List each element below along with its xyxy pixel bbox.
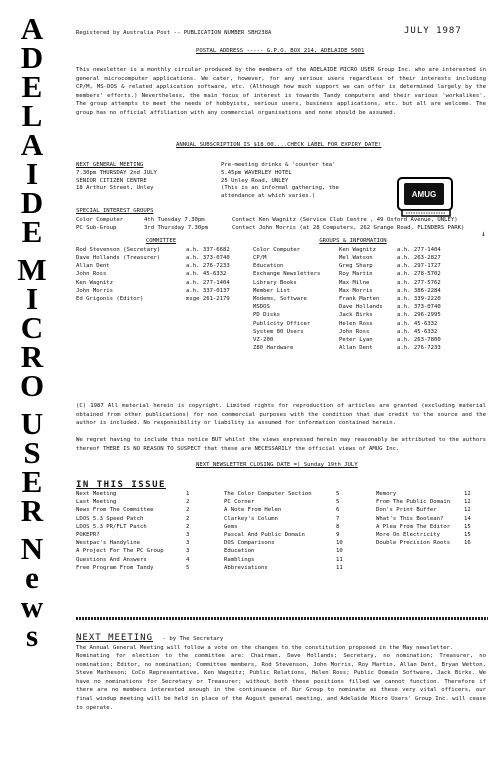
issue-cell: 14 [464, 515, 471, 522]
groups-cell: a.h. 373-0740 [397, 304, 441, 311]
issue-cell: 3 [186, 540, 190, 547]
groups-cell: Mel Watson [339, 255, 373, 262]
issue-cell: 3 [186, 548, 190, 555]
masthead-letter: R [20, 339, 44, 374]
table-row [76, 556, 206, 564]
masthead-word [8, 11, 56, 249]
issue-cell: 10 [336, 548, 343, 555]
issue-cell: 3 [186, 532, 190, 539]
meeting-block [76, 162, 226, 193]
committee-cell: John Morris [76, 287, 114, 294]
masthead-letter: E [21, 214, 43, 249]
pre-meeting-line: (This is an informal gathering, the [221, 185, 339, 192]
groups-cell: Allan Dent [339, 345, 373, 352]
issue-cell: More On Electricity [376, 532, 440, 539]
table-row [224, 539, 356, 547]
postal-address: POSTAL ADDRESS ----- G.P.O. BOX 214, ADELAIDE 5001 [196, 48, 365, 54]
groups-cell: a.h. 277-5762 [397, 279, 441, 286]
pre-meeting-block [221, 162, 381, 201]
groups-cell: Frank Marten [339, 296, 380, 303]
masthead-letter: A [20, 11, 44, 46]
pre-meeting-line: 25 Unley Road, UNLEY [221, 177, 289, 184]
masthead-letter: C [20, 310, 44, 345]
contents-column [224, 490, 356, 572]
issue-cell: LDOS 5.3 Speed Patch [76, 515, 144, 522]
issue-cell: 8 [336, 523, 340, 530]
table-row [376, 506, 484, 514]
table-row [376, 490, 484, 498]
contents-column [76, 490, 206, 572]
table-row [76, 523, 206, 531]
table-row [76, 254, 246, 262]
committee-title: COMMITTEE [145, 238, 177, 244]
issue-cell: Clarkey's Column [224, 515, 278, 522]
groups-cell: Exchange Newsletters [253, 271, 321, 278]
sig-when: 3rd Thursday 7.30pm [144, 225, 208, 232]
groups-section [253, 238, 493, 352]
sig-contact: Contact John Morris (at 28 Computers, 262 Grange Road, FLINDERS PARK) [232, 225, 465, 232]
groups-cell: MSDOS [253, 304, 270, 311]
sig-section [76, 208, 496, 232]
issue-cell: Education [224, 548, 255, 555]
committee-cell: Ed Grigonis (Editor) [76, 296, 144, 303]
issue-cell: A Project For The PC Group [76, 548, 164, 555]
contents-title: IN THIS ISSUE [76, 480, 166, 490]
committee-cell: Ken Wagnitz [76, 279, 114, 286]
issue-cell: 2 [186, 523, 190, 530]
groups-cell: Greg Sharp [339, 263, 373, 270]
masthead-word [8, 406, 56, 528]
masthead-letter: M [17, 252, 47, 287]
article-title: NEXT MEETING [76, 633, 154, 643]
groups-cell: Max Morris [339, 287, 373, 294]
article-body: Nominating for election to the committee are: Chairman, Dave Hollands; Secretary, no nomination; Treasurer, no nomination; Editor, no nomination; Committee members, Rod Stevenson, John Morris, Roy Martin, Allan Dent, Bryan Wetton, Steve Matheson; CoCo Representative, Ken Wagnitz; Public Relations, Helen Ross; Public Domain Software, Jack Birks. We have no nominations for Secretary or Treasurer; without both these positions filled we cannot function. Therefore if there are no members interested enough in the continuance of Our Group to nominate as these very vital officers, our final windup meeting will be held in place of the August general meeting, and Adelaide Micro Users' Group Inc. will cease to operate. [76, 653, 486, 711]
issue-cell: DOS Comparisons [224, 540, 275, 547]
groups-cell: Member List [253, 287, 291, 294]
masthead-word [8, 531, 56, 653]
table-row [253, 246, 457, 254]
groups-cell: a.h. 277-1404 [397, 246, 441, 253]
logo-text: AMUG [411, 190, 437, 199]
table-row [224, 531, 356, 539]
table-row [253, 262, 457, 270]
table-row [76, 216, 464, 224]
groups-cell: a.h. 45-6332 [397, 320, 438, 327]
groups-cell: Helen Ross [339, 320, 373, 327]
masthead-letter: O [19, 368, 45, 403]
issue-cell: The Color Computer Section [224, 491, 312, 497]
committee-cell: msge 261-2179 [186, 296, 230, 303]
table-row [253, 279, 457, 287]
issue-cell: 16 [464, 540, 471, 547]
separator-line [76, 617, 488, 620]
groups-cell: Jack Birks [339, 312, 373, 319]
next-meeting-article [76, 625, 488, 652]
table-row [224, 506, 356, 514]
issue-cell: 2 [186, 499, 190, 506]
table-row [253, 287, 457, 295]
table-row [76, 547, 206, 555]
groups-cell: Color Computer [253, 246, 301, 253]
issue-cell: News From The Committee [76, 507, 154, 514]
table-row [76, 539, 206, 547]
groups-cell: a.h. 339-2220 [397, 296, 441, 303]
table-row [224, 547, 356, 555]
issue-cell: 15 [464, 532, 471, 539]
issue-cell: Ramblings [224, 556, 255, 563]
table-row [253, 311, 457, 319]
masthead-letter: R [20, 493, 44, 528]
issue-cell: 7 [336, 515, 340, 522]
copyright-paragraph: (C) 1987 All material herein is copyright. Limited rights for reproduction of articles are granted (excluding material obtained from other publications) for non commercial purposes with the condition that due credit to the source and the author is included. No responsibility or liability is assumed for information contained herein. [76, 403, 486, 427]
issue-cell: 6 [336, 507, 340, 514]
committee-cell: Dave Hollands (Treasurer) [76, 255, 161, 262]
table-row [253, 254, 457, 262]
issue-cell: 10 [336, 540, 343, 547]
table-row [224, 490, 356, 498]
issue-cell: 2 [186, 515, 190, 522]
issue-cell: 11 [336, 564, 343, 571]
groups-cell: a.h. 296-2995 [397, 312, 441, 319]
issue-date: JULY 1987 [404, 26, 462, 36]
issue-cell: 5 [336, 499, 340, 506]
issue-cell: Pascal And Public Domain [224, 532, 305, 539]
sig-contact: Contact Ken Wagnitz (Service Club Centre , 49 Oxford Avenue, UNLEY) [232, 216, 458, 223]
issue-cell: 12 [464, 507, 471, 514]
meeting-line: SENIOR CITIZEN CENTRE [76, 177, 147, 184]
groups-cell: a.h. 263-7800 [397, 337, 441, 344]
committee-cell: a.h. 337-0137 [186, 287, 230, 294]
table-row [76, 224, 464, 232]
masthead-letter: E [21, 464, 43, 499]
table-row [253, 336, 457, 344]
issue-cell: What's This Boolean? [376, 515, 444, 522]
committee-cell: Allan Dent [76, 263, 110, 270]
committee-cell: a.h. 373-0740 [186, 255, 230, 262]
issue-cell: A Note From Helen [224, 507, 282, 514]
pre-meeting-line: attendance at which varies.) [221, 193, 316, 200]
masthead-letter: L [21, 98, 43, 133]
groups-cell: Roy Martin [339, 271, 373, 278]
table-row [76, 498, 206, 506]
table-row [76, 490, 206, 498]
committee-section [76, 238, 256, 303]
masthead-letter: w [20, 589, 44, 624]
table-row [253, 303, 457, 311]
groups-cell: Education [253, 263, 284, 270]
groups-cell: a.h. 297-1727 [397, 263, 441, 270]
table-row [224, 523, 356, 531]
groups-cell: Library Books [253, 279, 297, 286]
table-row [76, 515, 206, 523]
issue-cell: Double Precision Roots [376, 540, 451, 547]
table-row [76, 531, 206, 539]
groups-cell: Publicity Officer [253, 320, 311, 327]
contents-section [76, 480, 496, 571]
table-row [76, 287, 246, 295]
table-row [376, 531, 484, 539]
masthead-letter: I [25, 156, 39, 191]
groups-cell: a.h. 263-2827 [397, 255, 441, 262]
committee-cell: a.h. 277-1404 [186, 279, 230, 286]
issue-cell: 1 [186, 491, 190, 497]
masthead-letter: E [21, 69, 43, 104]
sig-when: 4th Tuesday 7.30pm [144, 216, 205, 223]
masthead-letter: S [23, 435, 41, 470]
subscription-note: ANNUAL SUBSCRIPTION IS $18.00....CHECK LABEL FOR EXPIRY DATE! [176, 142, 382, 148]
masthead-letter: A [20, 127, 44, 162]
committee-cell: a.h. 337-6682 [186, 246, 230, 253]
meeting-line: 18 Arthur Street, Unley [76, 185, 154, 192]
masthead-letter: I [25, 281, 39, 316]
issue-cell: PC Corner [224, 499, 255, 506]
masthead-letter: N [20, 531, 44, 566]
issue-cell: Questions And Answers [76, 556, 147, 563]
table-row [224, 515, 356, 523]
table-row [376, 523, 484, 531]
masthead-letter: e [25, 560, 39, 595]
issue-cell: 12 [464, 499, 471, 506]
notice-paragraph: We regret having to include this notice BUT whilst the views expressed herein may reasonably be attributed to the authors thereof THERE IS NO REASON TO SUSPECT that these are NECESSARILY the official views of AMUG Inc. [76, 437, 486, 452]
committee-table [76, 246, 246, 303]
issue-cell: POKEPR? [76, 532, 100, 539]
groups-cell: VZ-200 [253, 337, 274, 344]
table-row [376, 498, 484, 506]
table-row [224, 556, 356, 564]
groups-cell: PD Disks [253, 312, 280, 319]
table-row [76, 279, 246, 287]
intro-paragraph: This newsletter is a monthly circular produced by the members of the ADELAIDE MICRO USER Group Inc. who are interested in general microcomputer applications. We cater, however, for any serious users regardless of their interests including CP/M, MS-DOS & related application software, etc. (Although how much support we can offer is determined largely by the members' efforts.) Nevertheless, the main focus of interest is towards Tandy computers and their various 'workalikes'. The group attempts to meet the needs of hobbyists, serious users, business applications, etc. but all are welcome. The group has no official affiliation with any commercial organisations and none should be assumed. [76, 67, 486, 116]
contents-column [376, 490, 484, 547]
groups-cell: a.h. 45-6332 [397, 328, 438, 335]
table-row [76, 262, 246, 270]
groups-cell: a.h. 278-5702 [397, 271, 441, 278]
issue-cell: 15 [464, 523, 471, 530]
pre-meeting-line: Pre-meeting drinks & 'counter tea' [221, 162, 336, 168]
committee-cell: John Ross [76, 271, 107, 278]
groups-cell: System 80 Users [253, 328, 304, 335]
masthead-letter: s [25, 618, 39, 653]
masthead-word [8, 252, 56, 403]
table-row [253, 328, 457, 336]
table-row [253, 320, 457, 328]
registration-line: Registered by Australia Post -- PUBLICATION NUMBER SBH238A [76, 30, 272, 36]
sig-table [76, 216, 464, 232]
pre-meeting-line: 5.45pm WAVERLEY HOTEL [221, 169, 292, 176]
masthead-letter: U [20, 406, 44, 441]
groups-cell: Peter Lyan [339, 337, 373, 344]
table-row [76, 506, 206, 514]
issue-cell: Free Program From Tandy [76, 564, 154, 571]
article-lead: The Annual General Meeting will follow a vote on the changes to the constitution proposed in the May newsletter. [76, 645, 454, 651]
sig-title: SPECIAL INTEREST GROUPS [76, 208, 154, 214]
table-row [253, 270, 457, 278]
issue-cell: Gems [224, 523, 238, 530]
groups-cell: John Ross [339, 328, 370, 335]
table-row [76, 564, 206, 572]
issue-cell: Next Meeting [76, 491, 117, 497]
groups-cell: Modems, Software [253, 296, 307, 303]
issue-cell: Westpac's Handyline [76, 540, 140, 547]
issue-cell: LDOS 5.3 PR/FLT Patch [76, 523, 147, 530]
committee-cell: a.h. 45-6332 [186, 271, 227, 278]
groups-cell: CP/M [253, 255, 267, 262]
groups-cell: Ken Wagnitz [339, 246, 377, 253]
issue-cell: 9 [336, 532, 340, 539]
issue-cell: A Plea From The Editor [376, 523, 451, 530]
sig-name: PC Sub-Group [76, 225, 117, 232]
groups-cell: a.h. 276-7233 [397, 345, 441, 352]
issue-cell: Memory [376, 491, 397, 497]
table-row [253, 344, 457, 352]
groups-cell: Dave Hollands [339, 304, 383, 311]
closing-date: NEXT NEWSLETTER CLOSING DATE =) Sunday 19th JULY [196, 462, 358, 468]
masthead [8, 11, 56, 659]
groups-cell: a.h. 386-2284 [397, 287, 441, 294]
groups-table [253, 246, 457, 353]
masthead-letter: D [20, 185, 44, 220]
issue-cell: 4 [186, 556, 190, 563]
issue-cell: 5 [186, 564, 190, 571]
meeting-title: NEXT GENERAL MEETING [76, 162, 144, 168]
issue-cell: 5 [336, 491, 340, 497]
table-row [376, 539, 484, 547]
groups-title: GROUPS & INFORMATION [319, 238, 387, 244]
table-row [253, 295, 457, 303]
table-row [76, 246, 246, 254]
table-row [376, 515, 484, 523]
issue-cell: Abbreviations [224, 564, 268, 571]
issue-cell: From The Public Domain [376, 499, 451, 506]
meeting-line: 7.30pm THURSDAY 2nd JULY [76, 169, 157, 176]
sig-name: Color Computer [76, 216, 124, 223]
groups-cell: Max Milne [339, 279, 370, 286]
issue-cell: Last Meeting [76, 499, 117, 506]
issue-cell: Don's Print Buffer [376, 507, 437, 514]
article-byline: - by The Secretary [162, 636, 224, 642]
issue-cell: 12 [464, 491, 471, 497]
table-row [224, 498, 356, 506]
issue-cell: 2 [186, 507, 190, 514]
committee-cell: a.h. 276-7233 [186, 263, 230, 270]
arrow-mark-icon: ↓ [481, 229, 486, 238]
table-row [76, 270, 246, 278]
committee-cell: Rod Stevenson (Secretary) [76, 246, 161, 253]
table-row [76, 295, 246, 303]
masthead-letter: D [20, 40, 44, 75]
issue-cell: 11 [336, 556, 343, 563]
table-row [224, 564, 356, 572]
groups-cell: Z80 Hardware [253, 345, 294, 352]
